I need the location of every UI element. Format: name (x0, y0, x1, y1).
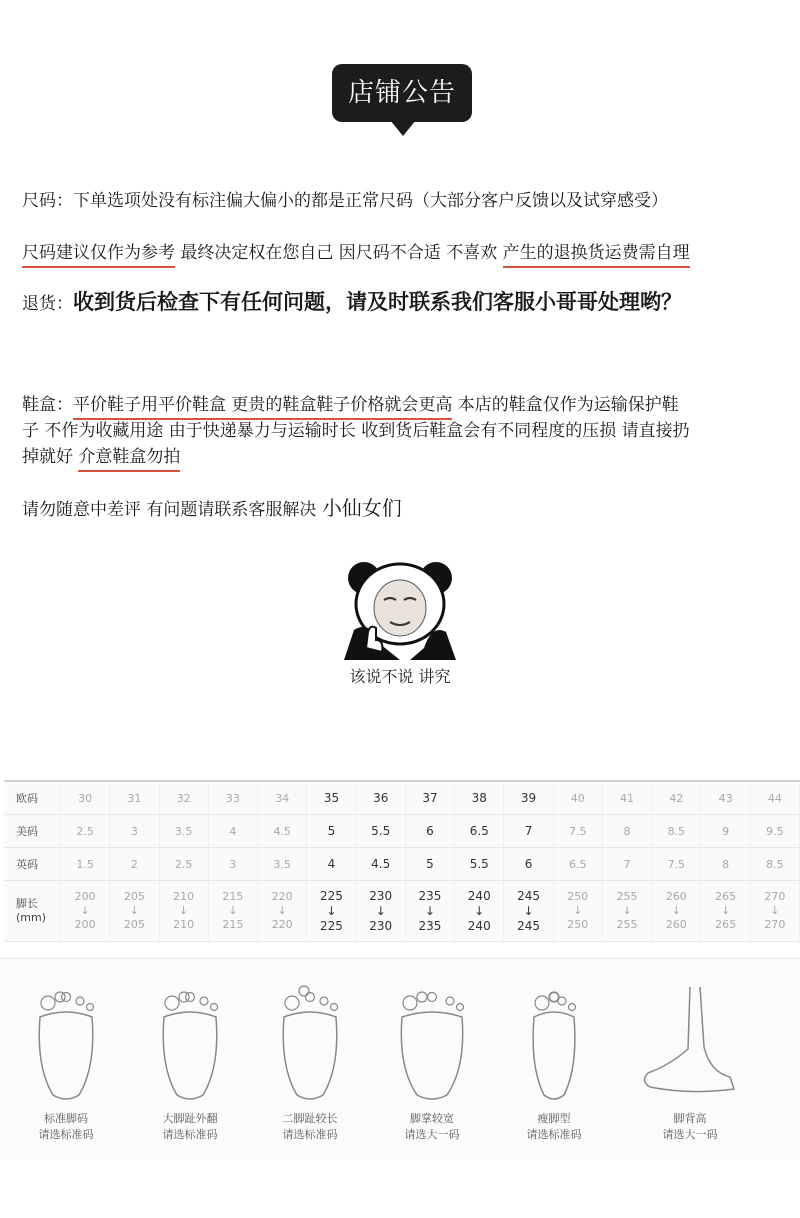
size-cell: 8 (602, 815, 651, 848)
size-cell: 3 (208, 848, 257, 881)
size-cell: 9 (701, 815, 750, 848)
size-cell: 34 (258, 782, 307, 815)
size-cell: 32 (159, 782, 208, 815)
shoebox-rest: 本店的鞋盒仅作为运输保护鞋 (452, 395, 679, 415)
shoebox-label: 鞋盒： (22, 395, 73, 415)
size-cell: 31 (110, 782, 159, 815)
size-table (4, 782, 800, 942)
shoebox-line-1 (22, 390, 679, 415)
foot-length-cell: 200 ↓ 200 (61, 881, 110, 942)
size-cell: 6 (504, 848, 553, 881)
size-cell: 35 (307, 782, 356, 815)
size-cell: 5 (405, 848, 454, 881)
shipping-fee-underlined: 产生的退换货运费需自理 (503, 243, 690, 268)
size-cell: 4 (307, 848, 356, 881)
foot-outline-icon (372, 977, 492, 1107)
foot-type-guide (0, 958, 800, 1159)
foot-type-item (372, 977, 492, 1143)
size-advice-line (22, 238, 690, 263)
review-fairies: 小仙女们 (321, 496, 402, 520)
size-cell: 6.5 (553, 848, 602, 881)
size-row (4, 815, 800, 848)
size-cell: 44 (750, 782, 799, 815)
size-cell: 8 (701, 848, 750, 881)
foot-type-advice: 请选标准码 (38, 1128, 94, 1141)
foot-type-item (6, 977, 126, 1143)
size-cell: 6.5 (455, 815, 504, 848)
foot-outline-icon (250, 977, 370, 1107)
foot-outline-icon (6, 977, 126, 1107)
foot-type-item (630, 977, 750, 1143)
foot-length-cell: 250 ↓ 250 (553, 881, 602, 942)
size-cell: 8.5 (652, 815, 701, 848)
size-cell: 7.5 (553, 815, 602, 848)
size-cell: 1.5 (61, 848, 110, 881)
review-line (22, 492, 402, 521)
foot-outline-icon (630, 977, 750, 1107)
foot-length-cell: 205 ↓ 205 (110, 881, 159, 942)
size-cell: 2.5 (159, 848, 208, 881)
size-cell: 9.5 (750, 815, 799, 848)
size-cell: 5 (307, 815, 356, 848)
shoebox-mind-underlined: 介意鞋盒勿拍 (78, 447, 180, 472)
size-advice-mid: 最终决定权在您自己 因尺码不合适 不喜欢 (175, 243, 503, 263)
size-chart (4, 780, 800, 942)
size-cell: 41 (602, 782, 651, 815)
size-cell: 43 (701, 782, 750, 815)
foot-length-cell: 260 ↓ 260 (652, 881, 701, 942)
foot-length-cell: 225 ↓ 225 (307, 881, 356, 942)
size-cell: 7 (504, 815, 553, 848)
size-cell: 37 (405, 782, 454, 815)
foot-length-cell: 210 ↓ 210 (159, 881, 208, 942)
foot-type-item (250, 977, 370, 1143)
foot-outline-icon (130, 977, 250, 1107)
foot-length-cell: 220 ↓ 220 (258, 881, 307, 942)
size-row (4, 848, 800, 881)
foot-length-cell: 235 ↓ 235 (405, 881, 454, 942)
size-cell: 3 (110, 815, 159, 848)
size-cell: 36 (356, 782, 405, 815)
size-cell: 38 (455, 782, 504, 815)
size-cell: 5.5 (356, 815, 405, 848)
foot-type-name: 脚掌较宽 (410, 1112, 454, 1125)
review-text: 请勿随意中差评 有问题请联系客服解决 (22, 500, 322, 520)
foot-length-cell: 215 ↓ 215 (208, 881, 257, 942)
meme-caption: 该说不说 讲究 (349, 667, 451, 686)
size-cell: 6 (405, 815, 454, 848)
size-cell: 7 (602, 848, 651, 881)
size-cell: 33 (208, 782, 257, 815)
foot-type-item (130, 977, 250, 1143)
size-cell: 4.5 (258, 815, 307, 848)
size-cell: 42 (652, 782, 701, 815)
foot-type-advice: 请选标准码 (526, 1128, 582, 1141)
foot-length-cell: 265 ↓ 265 (701, 881, 750, 942)
foot-type-name: 二脚趾较长 (282, 1112, 338, 1125)
size-cell: 8.5 (750, 848, 799, 881)
foot-length-cell: 240 ↓ 240 (455, 881, 504, 942)
foot-type-name: 瘦脚型 (537, 1112, 571, 1125)
shoebox-line-3 (22, 442, 180, 467)
shoebox-underlined: 平价鞋子用平价鞋盒 更贵的鞋盒鞋子价格就会更高 (73, 395, 452, 420)
return-label: 退货： (22, 294, 73, 314)
panda-meme-icon (340, 560, 460, 660)
size-cell: 30 (61, 782, 110, 815)
size-cell: 2.5 (61, 815, 110, 848)
foot-length-cell: 230 ↓ 230 (356, 881, 405, 942)
shoebox-line-3a: 掉就好 (22, 447, 79, 467)
foot-type-advice: 请选标准码 (162, 1128, 218, 1141)
foot-length-cell: 270 ↓ 270 (750, 881, 799, 942)
foot-type-name: 大脚趾外翻 (162, 1112, 218, 1125)
size-row-label: 欧码 (4, 782, 61, 815)
size-cell: 3.5 (258, 848, 307, 881)
foot-length-row (4, 881, 800, 942)
size-note-line: 尺码：下单选项处没有标注偏大偏小的都是正常尺码（大部分客户反馈以及试穿感受） (22, 191, 668, 211)
foot-type-advice: 请选大一码 (404, 1128, 460, 1141)
size-cell: 2 (110, 848, 159, 881)
size-cell: 39 (504, 782, 553, 815)
size-cell: 4.5 (356, 848, 405, 881)
size-cell: 40 (553, 782, 602, 815)
size-row-label: 美码 (4, 815, 61, 848)
foot-type-name: 脚背高 (673, 1112, 707, 1125)
foot-length-cell: 255 ↓ 255 (602, 881, 651, 942)
notice-title-badge: 店铺公告 (332, 64, 472, 122)
size-advice-underlined: 尺码建议仅作为参考 (22, 243, 175, 268)
size-row (4, 782, 800, 815)
foot-outline-icon (494, 977, 614, 1107)
shoebox-line-2: 子 不作为收藏用途 由于快递暴力与运输时长 收到货后鞋盒会有不同程度的压损 请直接扔 (22, 421, 690, 441)
size-cell: 3.5 (159, 815, 208, 848)
size-row-label: 英码 (4, 848, 61, 881)
foot-type-advice: 请选标准码 (282, 1128, 338, 1141)
size-cell: 4 (208, 815, 257, 848)
badge-pointer (390, 120, 416, 136)
return-line (22, 286, 682, 316)
foot-length-label: 脚长 (mm) (4, 881, 61, 942)
size-cell: 5.5 (455, 848, 504, 881)
foot-length-cell: 245 ↓ 245 (504, 881, 553, 942)
size-cell: 7.5 (652, 848, 701, 881)
foot-type-item (494, 977, 614, 1143)
foot-type-advice: 请选大一码 (662, 1128, 718, 1141)
foot-type-name: 标准脚码 (44, 1112, 88, 1125)
return-text: 收到货后检查下有任何问题，请及时联系我们客服小哥哥处理哟？ (73, 289, 682, 314)
